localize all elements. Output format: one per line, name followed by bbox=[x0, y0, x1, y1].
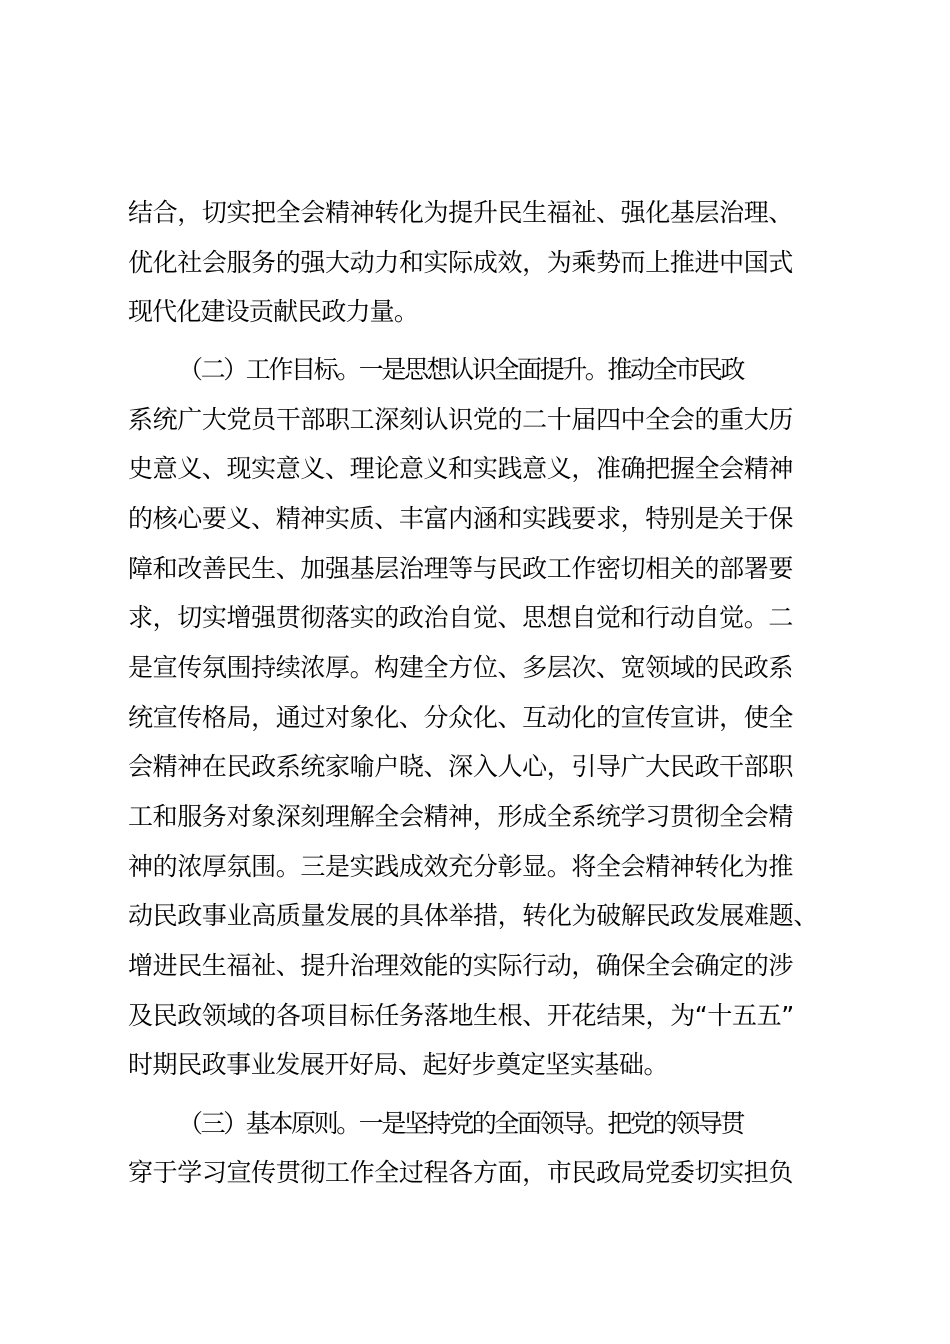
paragraph-2-line-1: （二）工作目标。一是思想认识全面提升。推动全市民政 bbox=[178, 355, 744, 384]
paragraph-2-line-5: 障和改善民生、加强基层治理等与民政工作密切相关的部署要 bbox=[128, 554, 794, 583]
paragraph-3-line-1: （三）基本原则。一是坚持党的全面领导。把党的领导贯 bbox=[178, 1109, 744, 1138]
paragraph-2-line-14: 及民政领域的各项目标任务落地生根、开花结果，为“十五五” bbox=[128, 1001, 794, 1030]
paragraph-1-line-2: 优化社会服务的强大动力和实际成效，为乘势而上推进中国式 bbox=[128, 248, 794, 277]
paragraph-2-line-15: 时期民政事业发展开好局、起好步奠定坚实基础。 bbox=[128, 1050, 669, 1079]
paragraph-2-line-4: 的核心要义、精神实质、丰富内涵和实践要求，特别是关于保 bbox=[128, 504, 794, 533]
paragraph-2-line-3: 史意义、现实意义、理论意义和实践意义，准确把握全会精神 bbox=[128, 454, 794, 483]
paragraph-2-line-6: 求，切实增强贯彻落实的政治自觉、思想自觉和行动自觉。二 bbox=[128, 603, 794, 632]
paragraph-3-line-2: 穿于学习宣传贯彻工作全过程各方面，市民政局党委切实担负 bbox=[128, 1158, 794, 1187]
paragraph-2-line-10: 工和服务对象深刻理解全会精神，形成全系统学习贯彻全会精 bbox=[128, 802, 794, 831]
paragraph-2-line-7: 是宣传氛围持续浓厚。构建全方位、多层次、宽领域的民政系 bbox=[128, 653, 794, 682]
paragraph-2-line-12: 动民政事业高质量发展的具体举措，转化为破解民政发展难题、 bbox=[128, 901, 819, 930]
paragraph-2-line-11: 神的浓厚氛围。三是实践成效充分彰显。将全会精神转化为推 bbox=[128, 852, 794, 881]
paragraph-2-line-9: 会精神在民政系统家喻户晓、深入人心，引导广大民政干部职 bbox=[128, 752, 794, 781]
paragraph-2-line-13: 增进民生福祉、提升治理效能的实际行动，确保全会确定的涉 bbox=[128, 951, 794, 980]
paragraph-1-line-1: 结合，切实把全会精神转化为提升民生福祉、强化基层治理、 bbox=[128, 198, 794, 227]
paragraph-1-line-3: 现代化建设贡献民政力量。 bbox=[128, 297, 419, 326]
paragraph-2-line-2: 系统广大党员干部职工深刻认识党的二十届四中全会的重大历 bbox=[128, 405, 794, 434]
paragraph-2-line-8: 统宣传格局，通过对象化、分众化、互动化的宣传宣讲，使全 bbox=[128, 703, 794, 732]
